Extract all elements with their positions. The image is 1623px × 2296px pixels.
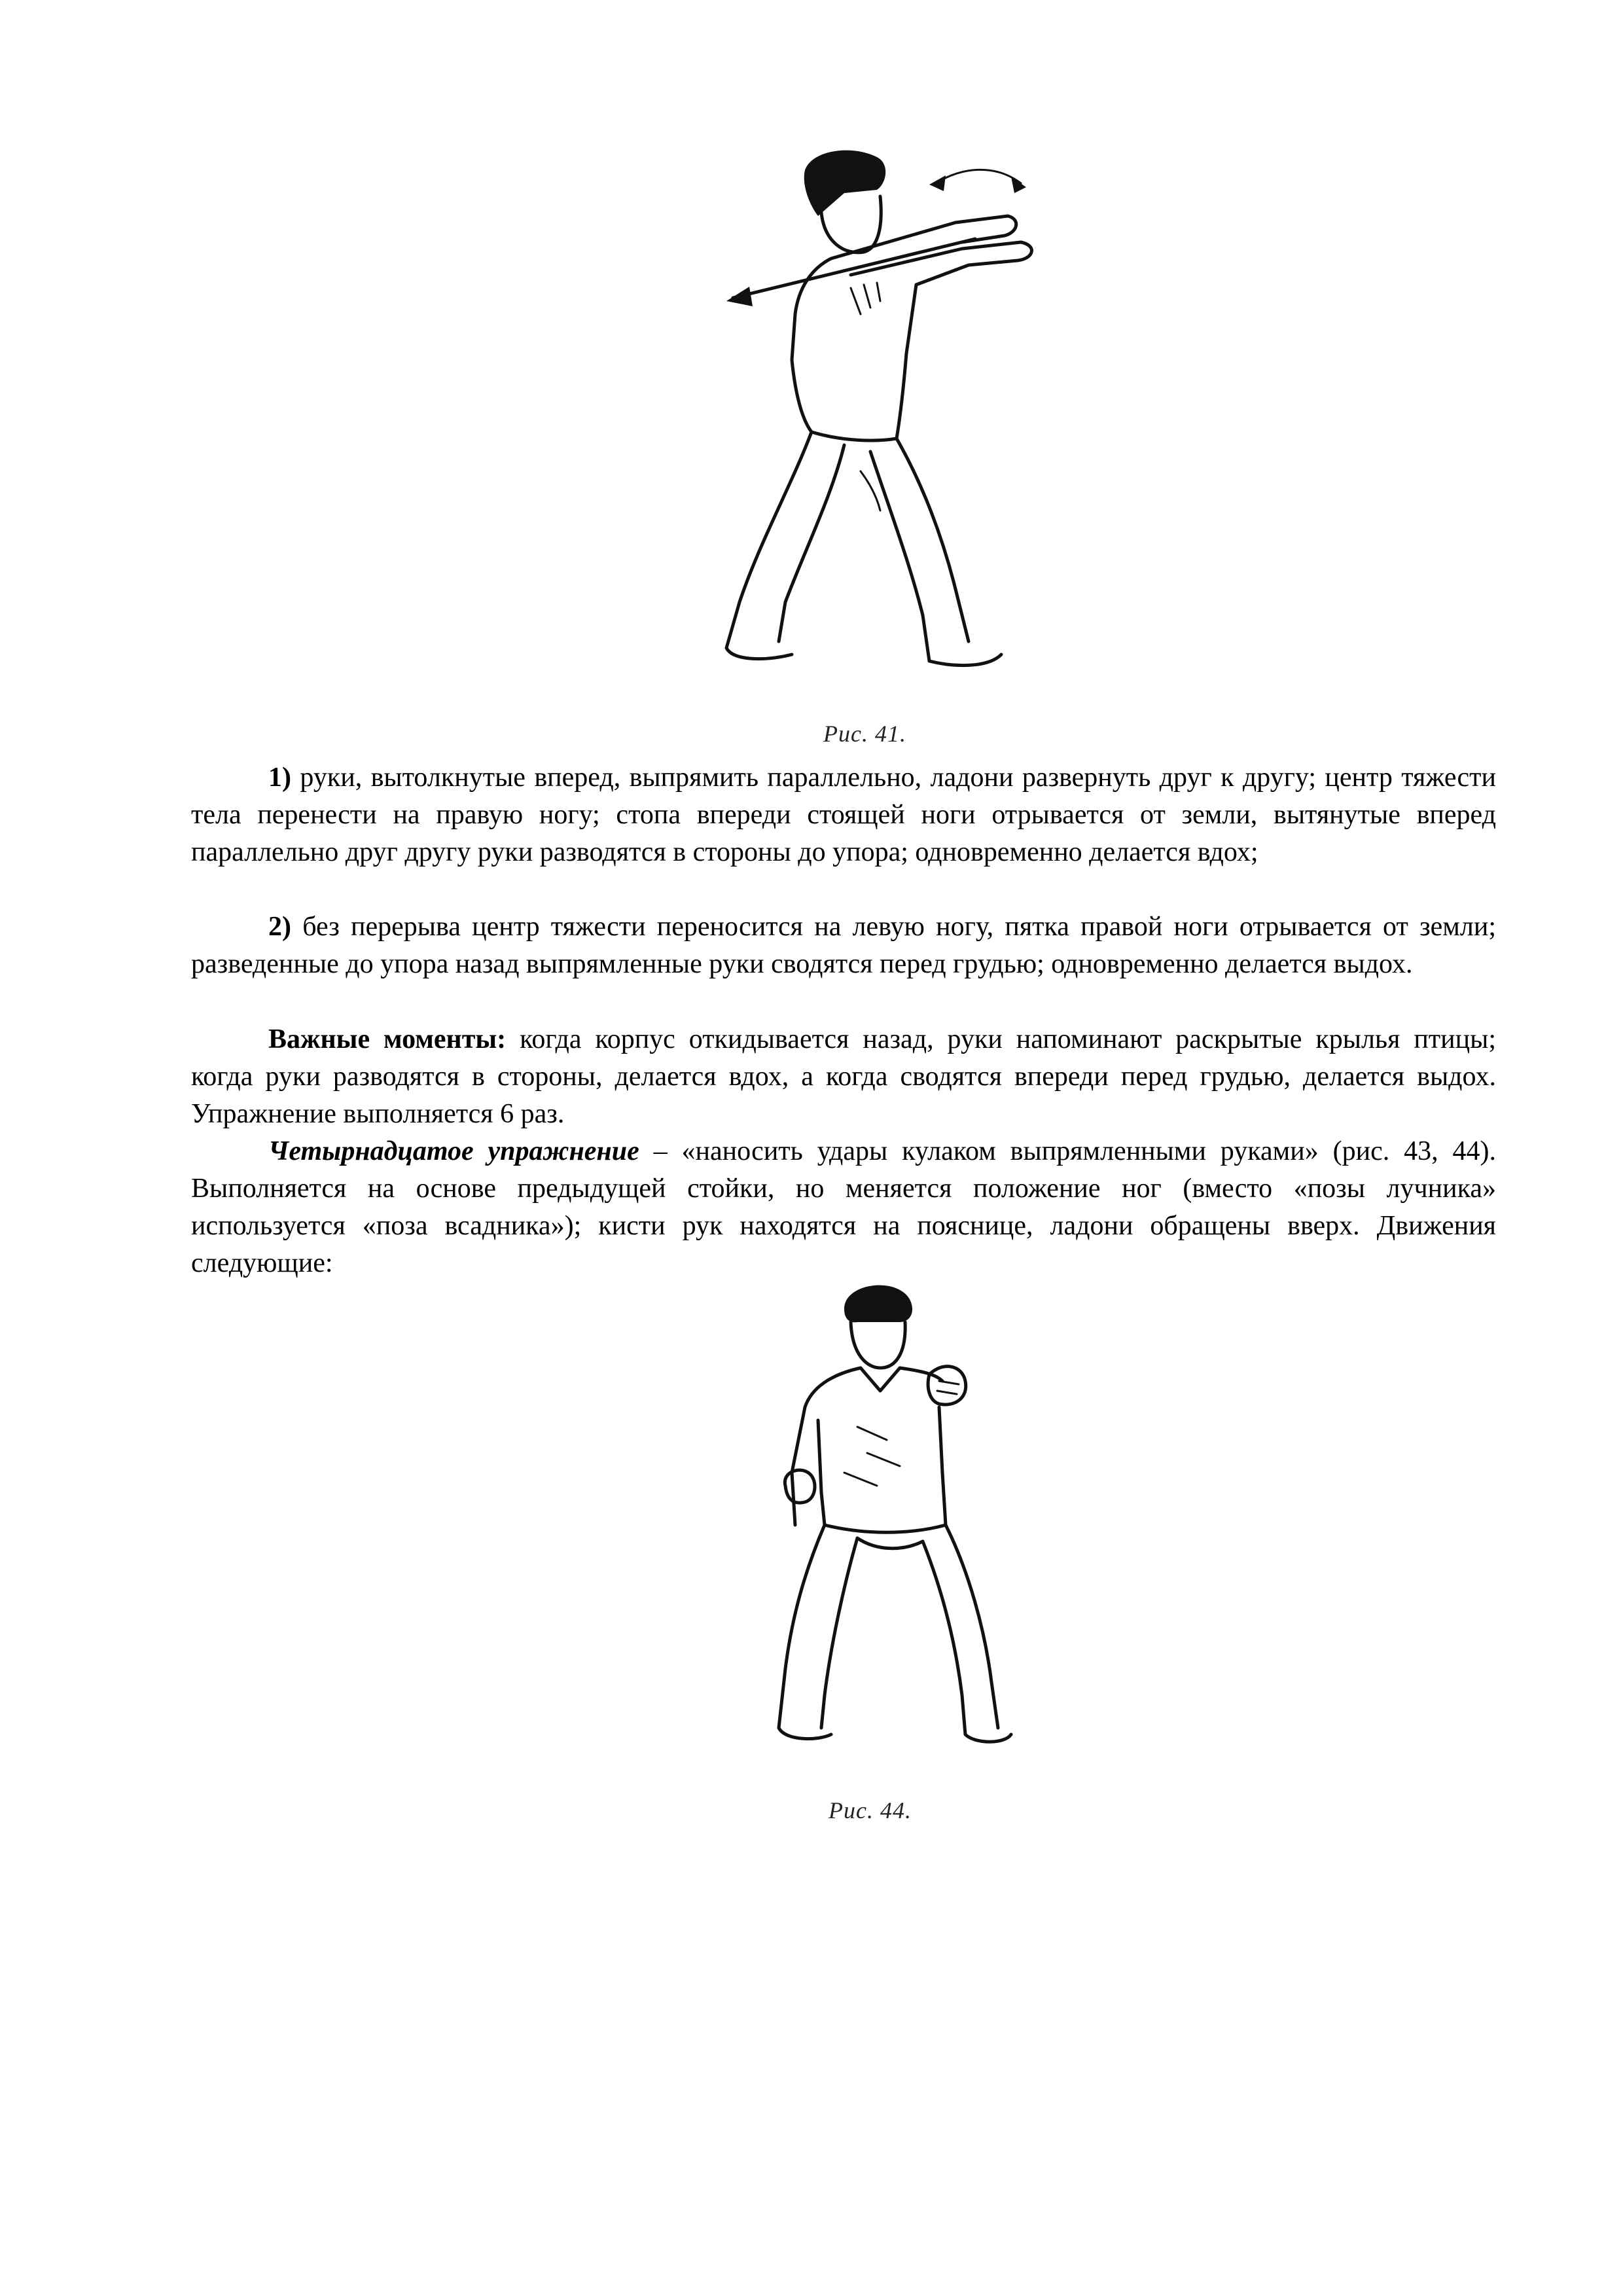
- step-2-text: без перерыва центр тяжести переносится на левую ногу, пятка правой ноги отрывается от земли; разведенные до упора назад выпрямленные руки сводятся перед грудью; одновременно делается выдох.: [191, 912, 1496, 979]
- torso-back: [792, 259, 831, 432]
- long-arrow-line: [733, 239, 975, 298]
- paragraph-step-2: [191, 908, 1496, 983]
- left-fist: [785, 1470, 815, 1503]
- front-leg-outer: [897, 439, 969, 641]
- arrow-head-right: [1011, 177, 1026, 193]
- important-text: когда корпус откидывается назад, руки напоминают раскрытые крылья птицы; когда руки разводятся в стороны, делается вдох, а когда сводятся впереди перед грудью, делается выдох. Упражнение выполняется 6 раз.: [191, 1024, 1496, 1129]
- right-fist: [928, 1367, 966, 1405]
- arrow-head-left: [929, 175, 946, 191]
- important-label: Важные моменты:: [268, 1024, 507, 1054]
- front-leg-inner: [870, 452, 1001, 666]
- back-leg-outer: [726, 432, 812, 659]
- pants-fold: [861, 471, 880, 511]
- long-arrow-head: [726, 287, 753, 306]
- back-leg-inner: [779, 445, 844, 641]
- step-1-number: 1): [268, 762, 291, 793]
- figure-44: [746, 1276, 1047, 1774]
- torso-front: [897, 285, 916, 439]
- torso-left: [818, 1420, 825, 1525]
- crotch-line: [857, 1538, 923, 1549]
- figure-44-drawing: [746, 1276, 1047, 1774]
- step-2-number: 2): [268, 912, 291, 942]
- torso-right: [939, 1407, 946, 1525]
- belt-line: [812, 432, 897, 440]
- paragraph-important: [191, 1021, 1496, 1133]
- left-leg-inner: [821, 1538, 857, 1728]
- paragraph-step-1: [191, 759, 1496, 871]
- shirt-folds: [851, 283, 880, 314]
- belt-line: [825, 1525, 946, 1532]
- shirt-folds: [844, 1427, 900, 1486]
- hair-shape: [804, 151, 885, 216]
- right-leg-outer: [946, 1525, 998, 1728]
- collar: [861, 1368, 900, 1391]
- arc-arrow-right: [936, 170, 1021, 183]
- step-1-text: руки, вытолкнутые вперед, выпрямить параллельно, ладони развернуть друг к другу; центр тяжести тела перенести на правую ногу; стопа впереди стоящей ноги отрывается от земли, вытянутые вперед параллельно друг другу руки разводятся в стороны до упора; одновременно делается вдох;: [191, 762, 1496, 867]
- figure-44-caption: Рис. 44.: [829, 1797, 912, 1823]
- figure-41-drawing: [681, 144, 1073, 694]
- face-outline: [851, 1322, 905, 1368]
- paragraph-exercise-14: [191, 1133, 1496, 1282]
- hair-shape: [844, 1285, 912, 1323]
- exercise-14-label: Четырнадцатое упражнение: [268, 1136, 639, 1166]
- figure-41: [681, 144, 1073, 694]
- exercise-14-text: – «наносить удары кулаком выпрямленными руками» (рис. 43, 44). Выполняется на основе предыдущей стойки, но меняется положение ног (вместо «позы лучника» используется «поза всадника»); кисти рук находятся на пояснице, ладони обращены вверх. Движения следующие:: [191, 1136, 1496, 1278]
- fist-fingers: [937, 1381, 959, 1394]
- figure-41-caption: Рис. 41.: [823, 721, 906, 747]
